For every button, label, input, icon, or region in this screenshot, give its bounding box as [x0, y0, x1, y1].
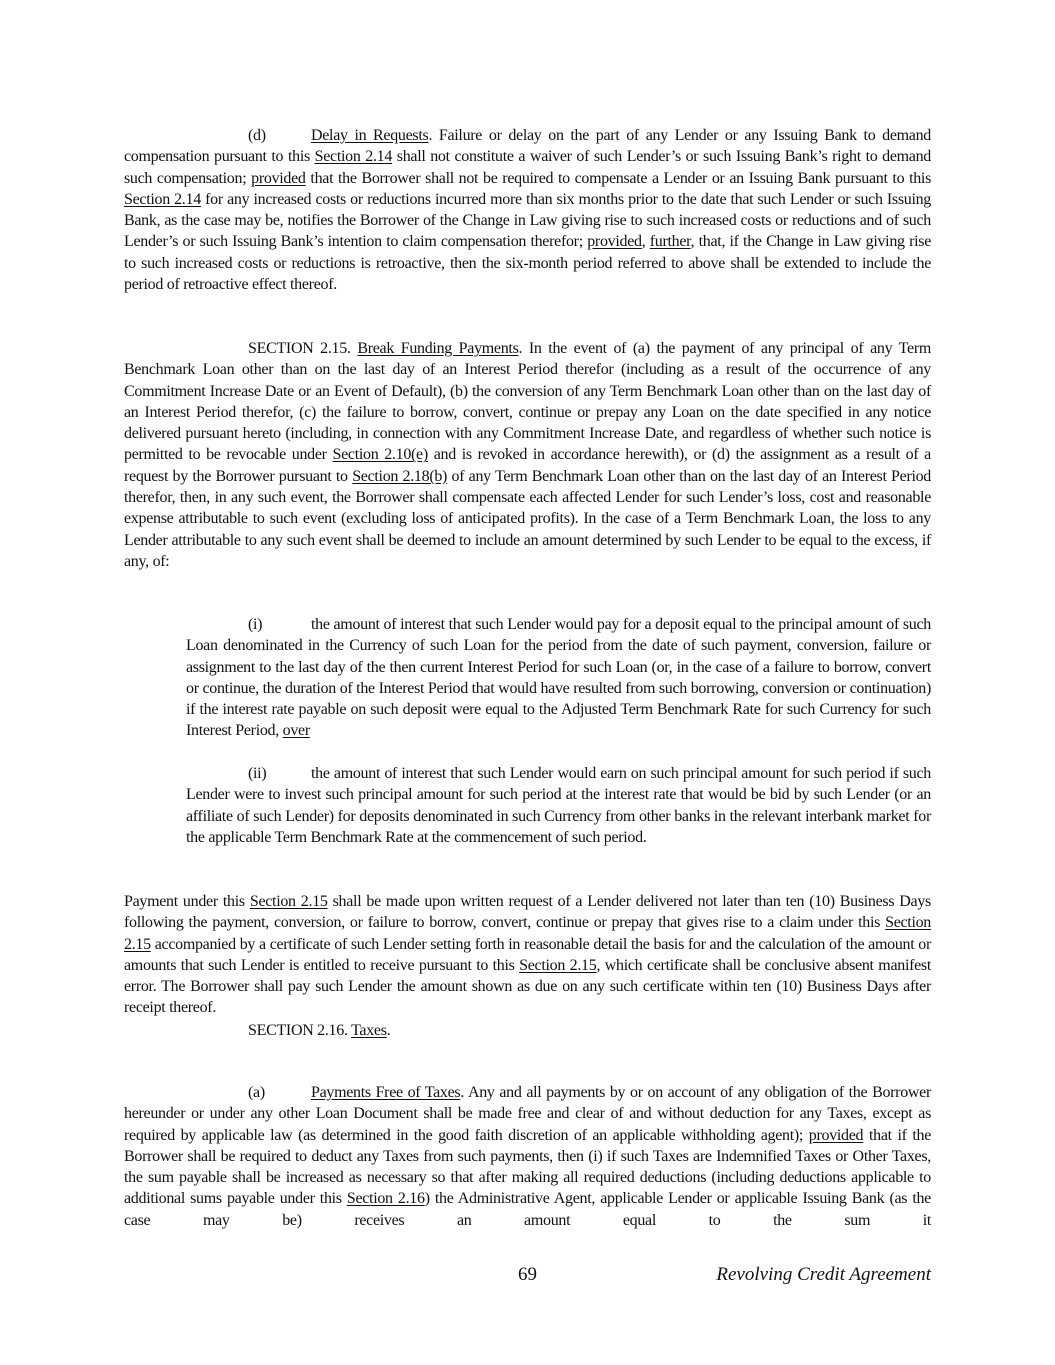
- section-2-15-break-funding: [124, 338, 931, 572]
- text-segment: , which certificate shall be conclusive absent manifest error. The Borrower shall pay such Lender the amount shown as due on any such certificate within ten (10) Business Days after receipt thereof.: [124, 956, 931, 1017]
- text-segment: shall be made upon written request of a Lender delivered not later than ten (10) Business Days following the payment, conversion, or failure to borrow, convert, continue or prepay that gives rise to a claim under this: [124, 893, 931, 932]
- underlined-reference: Section 2.15: [249, 893, 328, 910]
- text-segment: for any increased costs or reductions incurred more than six months prior to the date that such Lender or such Issuing Bank, as the case may be, notifies the Borrower of the Change in Law giving rise to such increased costs or reductions and of such Lender’s or such Issuing Bank’s intention to claim compensation therefor;: [124, 190, 931, 251]
- clause-i: [186, 614, 931, 742]
- paragraph-payments-free-of-taxes: [124, 1082, 931, 1231]
- clause-label: (d): [248, 127, 266, 144]
- text-segment: the amount of interest that such Lender would pay for a deposit equal to the principal amount of such Loan denominated in the Currency of such Loan for the period from the date of such payment, conversion, failure or assignment to the last day of the then current Interest Period for such Loan (or, in the case of a failure to borrow, convert or continue, the duration of the Interest Period that would have resulted from such borrowing, conversion or continuation) if the interest rate payable on such deposit were equal to the Adjusted Term Benchmark Rate for such Currency for such Interest Period,: [186, 616, 931, 740]
- text-segment: , that, if the Change in Law giving rise to such increased costs or reductions is retroactive, then the six-month period referred to above shall be extended to include the period of retroactive effect thereof.: [124, 233, 931, 294]
- text-segment: accompanied by a certificate of such Lender setting forth in reasonable detail the basis for and the calculation of the amount or amounts that such Lender is entitled to receive pursuant to this: [124, 935, 931, 974]
- text-segment: that if the Borrower shall be required to deduct any Taxes from such payments, then (i) if such Taxes are Indemnified Taxes or Other Taxes, the sum payable shall be increased as necessary so that after making all required deductions (including deductions applicable to additional sums payable under this: [124, 1126, 931, 1208]
- underlined-reference: Payments Free of Taxes: [311, 1084, 461, 1101]
- clause-label: (a): [248, 1084, 265, 1101]
- underlined-reference: provided: [251, 169, 306, 187]
- text-segment: Payment under this: [124, 893, 250, 910]
- underlined-reference: over: [282, 722, 310, 740]
- text-segment: . Any and all payments by or on account of any obligation of the Borrower hereunder or under any other Loan Document shall be made free and clear of and without deduction for any Taxes, except as required by applicable law (as determined in the good faith discretion of an applicable withholding agent);: [124, 1084, 931, 1144]
- underlined-reference: Section 2.18(b): [352, 467, 448, 485]
- paragraph-delay-in-requests: [124, 125, 931, 295]
- text-segment: ,: [641, 233, 650, 251]
- text-segment: and is revoked in accordance herewith), or (d) the assignment as a result of a request by the Borrower pursuant to: [124, 446, 931, 485]
- underlined-reference: Break Funding Payments: [357, 340, 519, 357]
- text-segment: shall not constitute a waiver of such Lender’s or such Issuing Bank’s right to demand such compensation;: [124, 148, 931, 187]
- clause-label: (ii): [248, 765, 267, 782]
- underlined-reference: provided: [808, 1126, 864, 1144]
- underlined-reference: Section 2.14: [314, 148, 393, 166]
- text-segment: that the Borrower shall not be required to compensate a Lender or an Issuing Bank pursuant to this: [305, 169, 931, 187]
- text-segment: the amount of interest that such Lender would earn on such principal amount for such period if such Lender were to invest such principal amount for such period at the interest rate that would be bid by such Lender (or an affiliate of such Lender) for deposits denominated in such Currency from other banks in the relevant interbank market for the applicable Term Benchmark Rate at the commencement of such period.: [186, 765, 931, 846]
- text-segment: . In the event of (a) the payment of any principal of any Term Benchmark Loan other than on the last day of an Interest Period therefor (including as a result of the occurrence of any Commitment Increase Date or an Event of Default), (b) the conversion of any Term Benchmark Loan other than on the last day of an Interest Period therefor, (c) the failure to borrow, convert, continue or prepay any Loan on the date specified in any notice delivered pursuant hereto (including, in connection with any Commitment Increase Date, and regardless of whether such notice is permitted to be revocable under: [124, 340, 932, 464]
- text-segment: SECTION 2.16.: [248, 1022, 352, 1039]
- clause-ii: [186, 763, 931, 848]
- underlined-reference: Taxes: [351, 1022, 387, 1039]
- clause-label: (i): [248, 616, 263, 633]
- page-number: 69: [518, 1264, 537, 1285]
- text-segment: ) the Administrative Agent, applicable Lender or applicable Issuing Bank (as the case may be) receives an amount equal to the sum it: [124, 1190, 931, 1229]
- text-segment: . Failure or delay on the part of any Lender or any Issuing Bank to demand compensation pursuant to this: [124, 127, 932, 166]
- underlined-reference: Section 2.15: [124, 914, 931, 953]
- underlined-reference: Delay in Requests: [311, 127, 429, 144]
- text-segment: .: [386, 1022, 391, 1039]
- underlined-reference: Section 2.15: [519, 956, 597, 974]
- footer-document-title: Revolving Credit Agreement: [716, 1264, 931, 1285]
- text-segment: SECTION 2.15.: [248, 340, 358, 357]
- underlined-reference: provided: [587, 233, 642, 251]
- underlined-reference: further: [649, 233, 691, 251]
- text-segment: of any Term Benchmark Loan other than on the last day of an Interest Period therefor, then, in any such event, the Borrower shall compensate each affected Lender for such Lender’s loss, cost and reasonable expense attributable to such event (excluding loss of anticipated profits). In the case of a Term Benchmark Loan, the loss to any Lender attributable to any such event shall be deemed to include an amount determined by such Lender to be equal to the excess, if any, of:: [124, 467, 932, 570]
- underlined-reference: Section 2.10(e): [332, 446, 428, 464]
- underlined-reference: Section 2.16: [346, 1190, 425, 1208]
- paragraph-payment-under-section: [124, 891, 931, 1019]
- section-2-16-taxes-heading: [124, 1020, 931, 1041]
- underlined-reference: Section 2.14: [124, 190, 201, 208]
